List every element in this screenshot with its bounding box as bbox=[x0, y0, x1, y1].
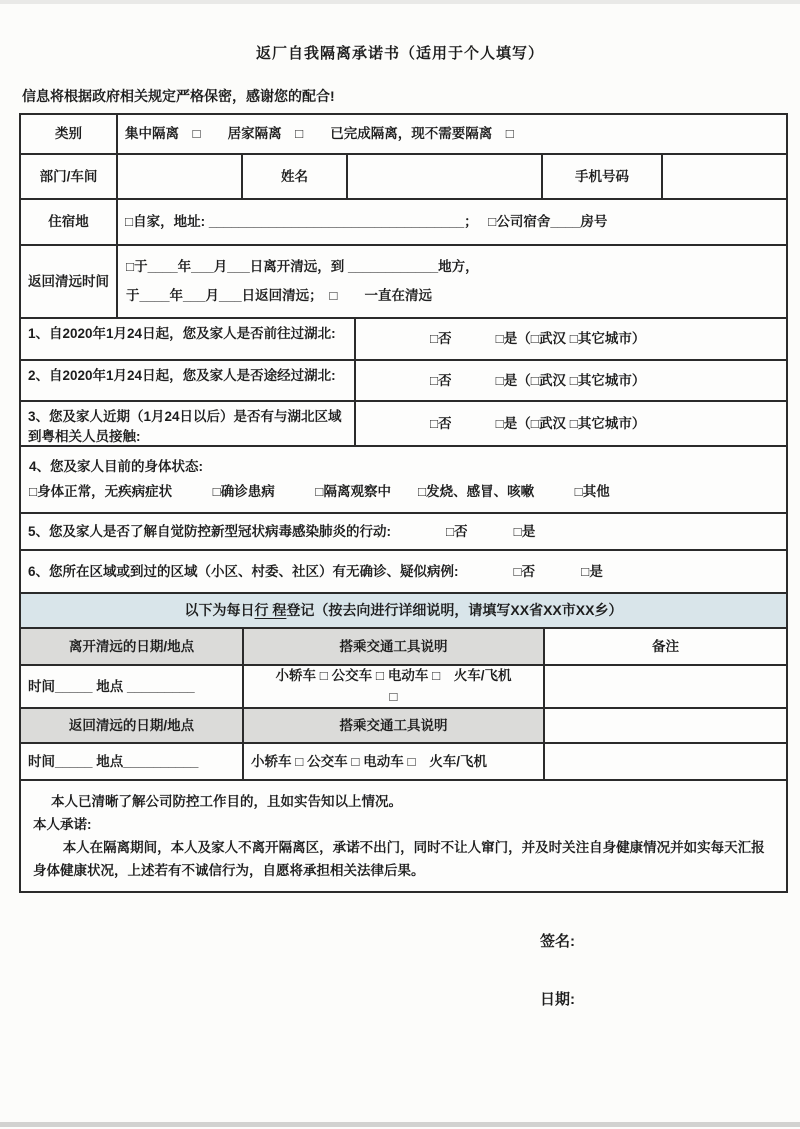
question-3-text: 3、您及家人近期（1月24日以后）是否有与湖北区域到粤相关人员接触: bbox=[28, 409, 342, 444]
return-time-row bbox=[21, 244, 786, 317]
question-6-answer-no: □否 bbox=[513, 563, 536, 579]
question-2-answers bbox=[354, 361, 786, 400]
leave-entry-row bbox=[21, 664, 786, 707]
trip-log-section-header bbox=[21, 592, 786, 627]
return-date-header: 返回清远的日期/地点 bbox=[21, 709, 242, 742]
question-2-answer-no: □否 bbox=[430, 372, 452, 388]
trip-log-title-underlined: 行 程 bbox=[254, 602, 287, 619]
phone-value-area bbox=[661, 155, 786, 198]
name-label: 姓名 bbox=[241, 155, 346, 198]
question-4-text: 4、您及家人目前的身体状态: bbox=[29, 458, 204, 474]
leave-header-row bbox=[21, 627, 786, 664]
commitment-paragraph-2: 本人承诺: bbox=[33, 816, 92, 832]
question-5-answer-no: □否 bbox=[446, 523, 468, 539]
question-3-answer-no: □否 bbox=[430, 415, 452, 431]
return-remark-area bbox=[543, 744, 786, 779]
form-table bbox=[19, 113, 788, 893]
category-row bbox=[21, 115, 786, 153]
question-3-answer-yes: □是（□武汉 □其它城市） bbox=[495, 415, 646, 431]
leave-transport-line2: □ bbox=[389, 688, 398, 704]
leave-transport-line1: 小轿车 □ 公交车 □ 电动车 □ 火车/飞机 bbox=[275, 668, 512, 684]
return-entry-row bbox=[21, 742, 786, 779]
phone-label: 手机号码 bbox=[541, 155, 661, 198]
residence-options: □自家，地址: __________________________________； □公司宿舍____房号 bbox=[116, 200, 786, 244]
question-1-answer-yes: □是（□武汉 □其它城市） bbox=[495, 331, 646, 347]
question-row-5 bbox=[21, 512, 786, 549]
leave-transport-header: 搭乘交通工具说明 bbox=[242, 629, 543, 664]
question-5-text: 5、您及家人是否了解自觉防控新型冠状病毒感染肺炎的行动: bbox=[28, 523, 392, 539]
scan-bottom-edge bbox=[0, 1122, 800, 1127]
question-4-options: □身体正常，无疾病症状 □确诊患病 □隔离观察中 □发烧、感冒、咳嗽 □其他 bbox=[29, 484, 610, 500]
question-1-answers bbox=[354, 319, 786, 359]
privacy-note: 信息将根据政府相关规定严格保密，感谢您的配合! bbox=[22, 88, 335, 104]
scan-top-edge bbox=[0, 0, 800, 4]
signature-label: 签名: bbox=[540, 933, 575, 950]
return-time-content bbox=[116, 246, 786, 317]
trip-log-title bbox=[21, 594, 786, 627]
leave-time-place: 时间_____ 地点 _________ bbox=[28, 678, 195, 694]
question-5-answer-yes: □是 bbox=[513, 523, 536, 539]
commitment-paragraph-3: 本人在隔离期间，本人及家人不离开隔离区，承诺不出门，同时不让人窜门，并及时关注自身健康情况并如实每天汇报身体健康状况，上述若有不诚信行为，自愿将承担相关法律后果。 bbox=[33, 839, 765, 878]
return-time-line2: 于____年___月___日返回清远； □ 一直在清远 bbox=[126, 288, 432, 304]
question-3-answers bbox=[354, 402, 786, 445]
commitment-row bbox=[21, 779, 786, 891]
leave-date-header: 离开清远的日期/地点 bbox=[21, 629, 242, 664]
question-6-cell bbox=[21, 551, 786, 592]
return-transport-options: 小轿车 □ 公交车 □ 电动车 □ 火车/飞机 bbox=[242, 744, 543, 779]
name-value-area bbox=[346, 155, 541, 198]
department-value-area bbox=[116, 155, 241, 198]
return-time-label: 返回清远时间 bbox=[28, 273, 109, 289]
question-6-text: 6、您所在区域或到过的区域（小区、村委、社区）有无确诊、疑似病例: bbox=[28, 563, 459, 579]
question-row-6 bbox=[21, 549, 786, 592]
return-transport-header: 搭乘交通工具说明 bbox=[242, 709, 543, 742]
remark-header: 备注 bbox=[543, 629, 786, 664]
commitment-paragraph-1: 本人已清晰了解公司防控工作目的，且如实告知以上情况。 bbox=[51, 794, 402, 809]
leave-transport-options bbox=[242, 666, 543, 707]
commitment-text bbox=[21, 781, 786, 891]
question-5-cell bbox=[21, 514, 786, 549]
document-title: 返厂自我隔离承诺书（适用于个人填写） bbox=[255, 45, 544, 62]
question-4-cell bbox=[21, 447, 786, 512]
category-options: 集中隔离 □ 居家隔离 □ 已完成隔离，现不需要隔离 □ bbox=[116, 115, 786, 153]
question-row-3 bbox=[21, 400, 786, 445]
return-time-place: 时间_____ 地点__________ bbox=[28, 753, 199, 769]
date-label: 日期: bbox=[540, 991, 575, 1008]
department-label: 部门/车间 bbox=[39, 168, 98, 184]
question-1-answer-no: □否 bbox=[430, 331, 452, 347]
residence-row bbox=[21, 198, 786, 244]
question-row-2 bbox=[21, 359, 786, 400]
return-header-row bbox=[21, 707, 786, 742]
trip-log-title-post: 登记（按去向进行详细说明，请填写XX省XX市XX乡） bbox=[286, 602, 623, 619]
return-time-line1: □于____年___月___日离开清远，到 ____________地方， bbox=[126, 258, 479, 274]
return-remark-header-empty bbox=[543, 709, 786, 742]
question-row-1 bbox=[21, 317, 786, 359]
identity-row bbox=[21, 153, 786, 198]
trip-log-title-pre: 以下为每日 bbox=[184, 602, 255, 619]
question-2-answer-yes: □是（□武汉 □其它城市） bbox=[495, 372, 646, 388]
question-2-text: 2、自2020年1月24日起，您及家人是否途经过湖北: bbox=[28, 368, 336, 383]
category-label: 类别 bbox=[55, 126, 82, 142]
question-6-answer-yes: □是 bbox=[581, 563, 603, 579]
leave-remark-area bbox=[543, 666, 786, 707]
question-1-text: 1、自2020年1月24日起，您及家人是否前往过湖北: bbox=[28, 326, 336, 341]
residence-label: 住宿地 bbox=[48, 214, 89, 230]
question-row-4 bbox=[21, 445, 786, 512]
